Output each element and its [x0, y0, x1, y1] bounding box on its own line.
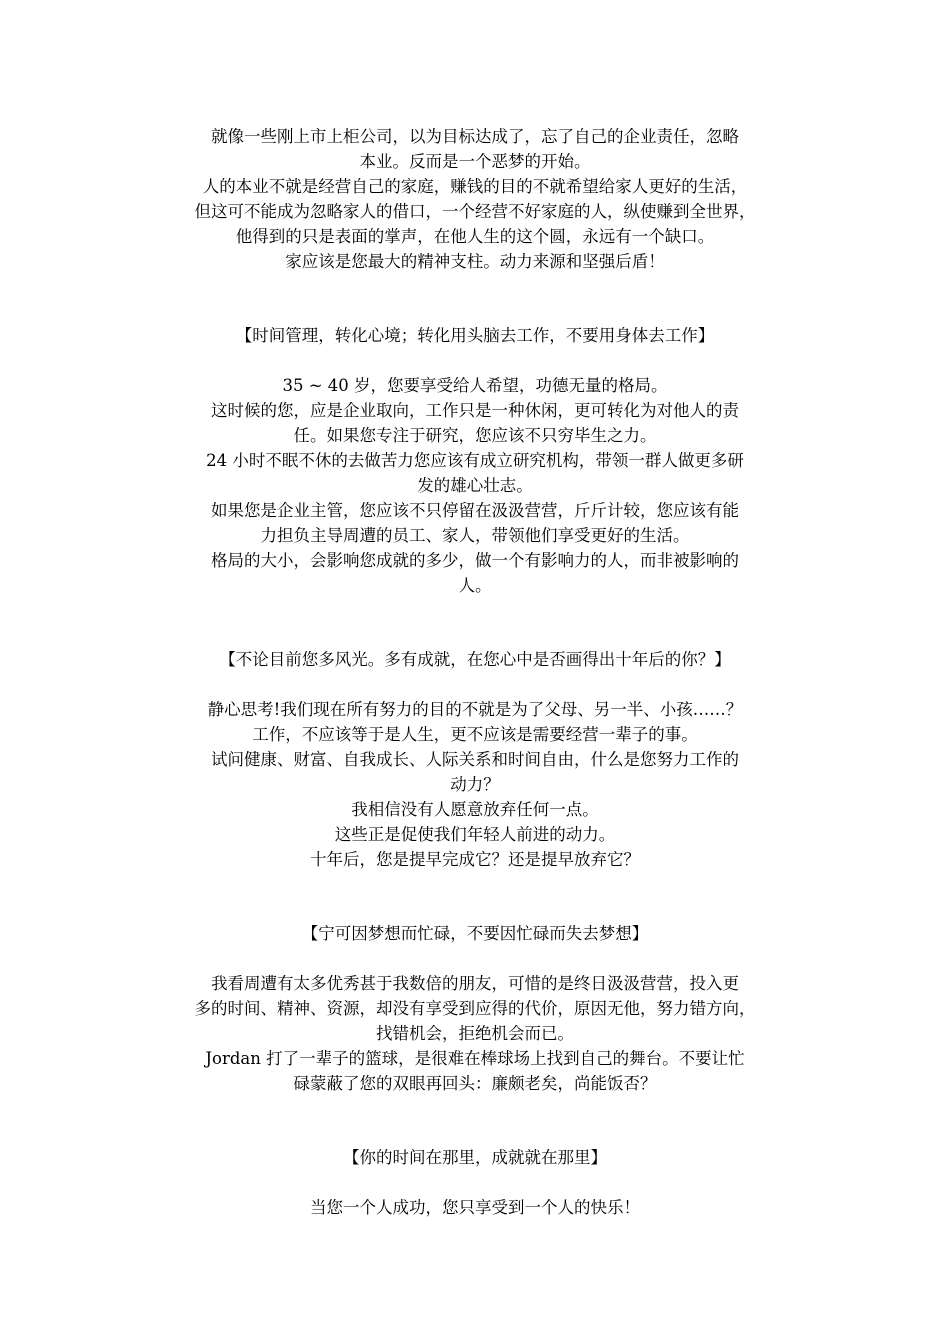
paragraph-line: 如果您是企业主管，您应该不只停留在汲汲营营，斤斤计较，您应该有能 [211, 501, 739, 520]
paragraph-line: 工作，不应该等于是人生，更不应该是需要经营一辈子的事。 [252, 725, 698, 744]
paragraph-line: 格局的大小，会影响您成就的多少，做一个有影响力的人，而非被影响的 [211, 551, 739, 570]
section-heading: 【不论目前您多风光。多有成就，在您心中是否画得出十年后的你？】 [219, 650, 731, 669]
paragraph-line: 人。 [458, 576, 492, 595]
paragraph-line: Jordan 打了一辈子的篮球，是很难在棒球场上找到自己的舞台。不要让忙 [205, 1049, 745, 1068]
paragraph-line: 我看周遭有太多优秀甚于我数倍的朋友，可惜的是终日汲汲营营，投入更 [211, 974, 739, 993]
paragraph-line: 本业。反而是一个恶梦的开始。 [359, 152, 591, 171]
paragraph-line: 碌蒙蔽了您的双眼再回头：廉颇老矣，尚能饭否？ [293, 1074, 657, 1093]
paragraph-line: 我相信没有人愿意放弃任何一点。 [351, 800, 599, 819]
paragraph-line: 就像一些刚上市上柜公司，以为目标达成了，忘了自己的企业责任，忽略 [211, 127, 739, 146]
section-heading: 【宁可因梦想而忙碌，不要因忙碌而失去梦想】 [301, 924, 649, 943]
paragraph-line: 这些正是促使我们年轻人前进的动力。 [334, 825, 616, 844]
section-heading: 【你的时间在那里，成就就在那里】 [343, 1148, 607, 1167]
paragraph-line: 多的时间、精神、资源，却没有享受到应得的代价，原因无他，努力错方向， [194, 999, 756, 1018]
paragraph-line: 试问健康、财富、自我成长、人际关系和时间自由，什么是您努力工作的 [211, 750, 739, 769]
paragraph-line: 任。如果您专注于研究，您应该不只穷毕生之力。 [293, 426, 657, 445]
paragraph-line: 发的雄心壮志。 [417, 476, 533, 495]
paragraph-line: 35 ~ 40 岁，您要享受给人希望，功德无量的格局。 [282, 376, 668, 395]
paragraph-line: 他得到的只是表面的掌声，在他人生的这个圆，永远有一个缺口。 [235, 227, 715, 246]
paragraph-line: 24 小时不眠不休的去做苦力您应该有成立研究机构，带领一群人做更多研 [206, 451, 744, 470]
paragraph-line: 力担负主导周遭的员工、家人，带领他们享受更好的生活。 [260, 526, 690, 545]
paragraph-line: 但这可不能成为忽略家人的借口，一个经营不好家庭的人，纵使赚到全世界， [194, 202, 756, 221]
paragraph-line: 动力？ [450, 775, 500, 794]
paragraph-line: 找错机会，拒绝机会而已。 [376, 1024, 574, 1043]
section-heading: 【时间管理，转化心境；转化用头脑去工作，不要用身体去工作】 [235, 326, 715, 345]
paragraph-line: 人的本业不就是经营自己的家庭，赚钱的目的不就希望给家人更好的生活， [202, 177, 748, 196]
paragraph-line: 当您一个人成功，您只享受到一个人的快乐！ [310, 1198, 640, 1217]
paragraph-line: 十年后，您是提早完成它？还是提早放弃它？ [310, 850, 640, 869]
paragraph-line: 家应该是您最大的精神支柱。动力来源和坚强后盾！ [285, 252, 665, 271]
paragraph-line: 这时候的您，应是企业取向，工作只是一种休闲，更可转化为对他人的责 [211, 401, 739, 420]
paragraph-line: 静心思考!我们现在所有努力的目的不就是为了父母、另一半、小孩……？ [207, 700, 743, 719]
